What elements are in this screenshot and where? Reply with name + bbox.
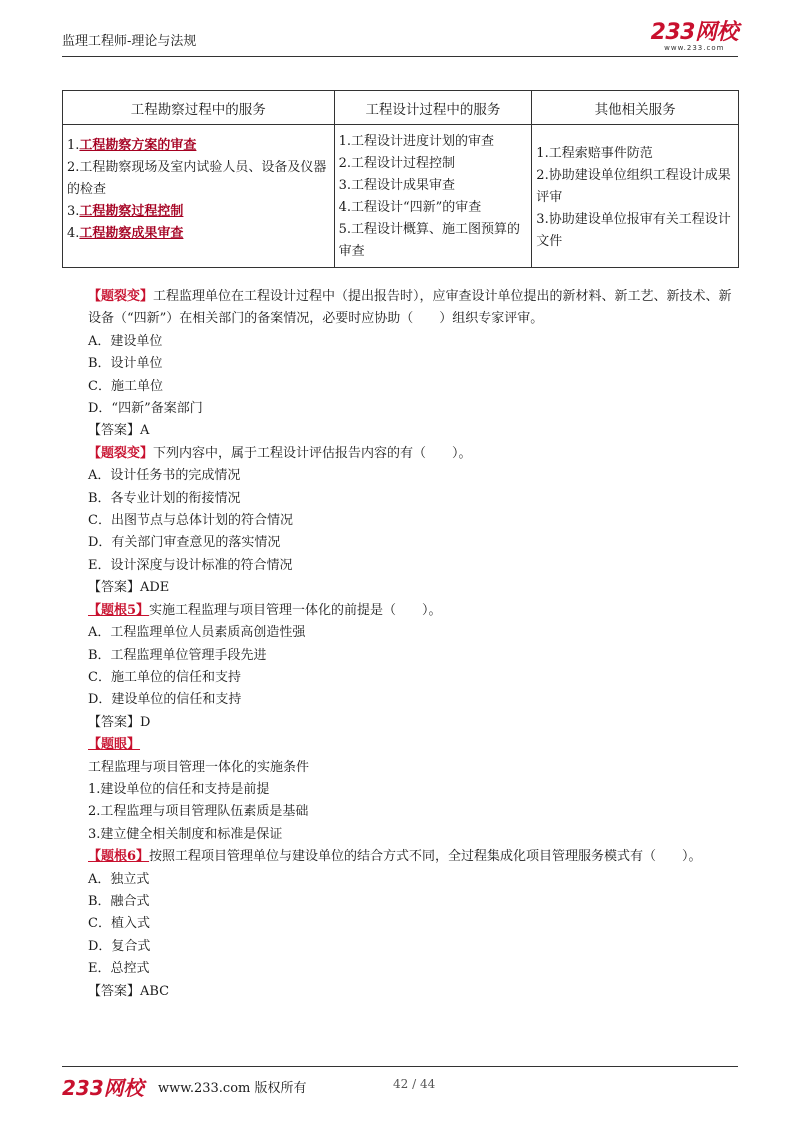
table-cell [63,125,335,268]
option: C．出图节点与总体计划的符合情况 [88,513,293,529]
page-number: 42 / 44 [393,1077,436,1091]
list-item: 1.工程设计进度计划的审查 [338,134,494,149]
option: D．建设单位的信任和支持 [88,692,242,708]
option: B．设计单位 [88,356,163,372]
brand-logo [651,22,738,52]
services-table [62,90,739,268]
list-item: 3.协助建设单位报审有关工程设计文件 [536,212,731,249]
list-item: 1.工程勘察方案的审查 [67,138,197,153]
answer: 【答案】A [88,423,150,439]
table-header: 工程勘察过程中的服务 [63,91,335,125]
question-tag: 【题裂变】 [88,445,154,461]
option: A．建设单位 [88,333,163,349]
option: E．设计深度与设计标准的符合情况 [88,557,293,573]
option: D．有关部门审查意见的落实情况 [88,535,281,551]
option: D．“四新”备案部门 [88,401,203,417]
logo-text: 233网校 [650,20,738,45]
list-item: 3.工程勘察过程控制 [67,204,184,219]
option: D．复合式 [88,938,151,954]
answer: 【答案】D [88,714,151,730]
document-title: 监理工程师-理论与法规 [62,34,197,49]
answer: 【答案】ABC [88,983,170,999]
list-item: 1.工程索赔事件防范 [536,146,653,161]
list-item: 2.工程勘察现场及室内试验人员、设备及仪器的检查 [67,160,327,197]
header-divider [62,56,738,57]
option: B．工程监理单位管理手段先进 [88,647,267,663]
question-stem: 【题根6】按照工程项目管理单位与建设单位的结合方式不同，全过程集成化项目管理服务模式有（ ）。 [88,849,702,865]
logo-url: www.233.com [664,44,725,52]
option: A．设计任务书的完成情况 [88,468,241,484]
key-point-item: 3.建立健全相关制度和标准是保证 [88,826,283,842]
key-point-tag: 【题眼】 [88,737,141,753]
table-cell [334,125,532,268]
table-header: 其他相关服务 [532,91,739,125]
option: B．各专业计划的衔接情况 [88,490,241,506]
footer-copyright: www.233.com 版权所有 [158,1081,307,1096]
question-stem: 【题裂变】工程监理单位在工程设计过程中（提出报告时），应审查设计单位提出的新材料、新工艺、新技术、新设备（“四新”）在相关部门的备案情况，必要时应协助（ ）组织专家评审。 [88,289,732,327]
option: A．独立式 [88,871,150,887]
list-item: 2.协助建设单位组织工程设计成果评审 [536,168,731,205]
table-header: 工程设计过程中的服务 [334,91,532,125]
list-item: 3.工程设计成果审查 [338,178,455,193]
option: B．融合式 [88,893,150,909]
question-tag: 【题根6】 [88,849,150,865]
list-item: 5.工程设计概算、施工图预算的审查 [338,222,520,259]
option: A．工程监理单位人员素质高创造性强 [88,625,306,641]
key-point-title: 工程监理与项目管理一体化的实施条件 [88,759,310,775]
table-row [63,125,739,268]
question-body [62,286,742,1003]
list-item: 4.工程设计“四新”的审查 [338,200,482,215]
footer-divider [62,1066,738,1067]
list-item: 2.工程设计过程控制 [338,156,455,171]
table-header-row [63,91,739,125]
table-cell [532,125,739,268]
list-item: 4.工程勘察成果审查 [67,226,184,241]
option: C．施工单位 [88,378,163,394]
answer: 【答案】ADE [88,580,170,596]
option: E．总控式 [88,961,150,977]
question-tag: 【题裂变】 [88,289,154,304]
question-tag: 【题根5】 [88,602,150,618]
key-point-item: 2.工程监理与项目管理队伍素质是基础 [88,804,309,820]
question-stem: 【题根5】实施工程监理与项目管理一体化的前提是（ ）。 [88,602,442,618]
option: C．植入式 [88,916,150,932]
option: C．施工单位的信任和支持 [88,669,241,685]
key-point-item: 1.建设单位的信任和支持是前提 [88,781,270,797]
question-stem: 【题裂变】下列内容中，属于工程设计评估报告内容的有（ ）。 [88,445,472,461]
footer-logo: 233网校 [62,1076,144,1100]
